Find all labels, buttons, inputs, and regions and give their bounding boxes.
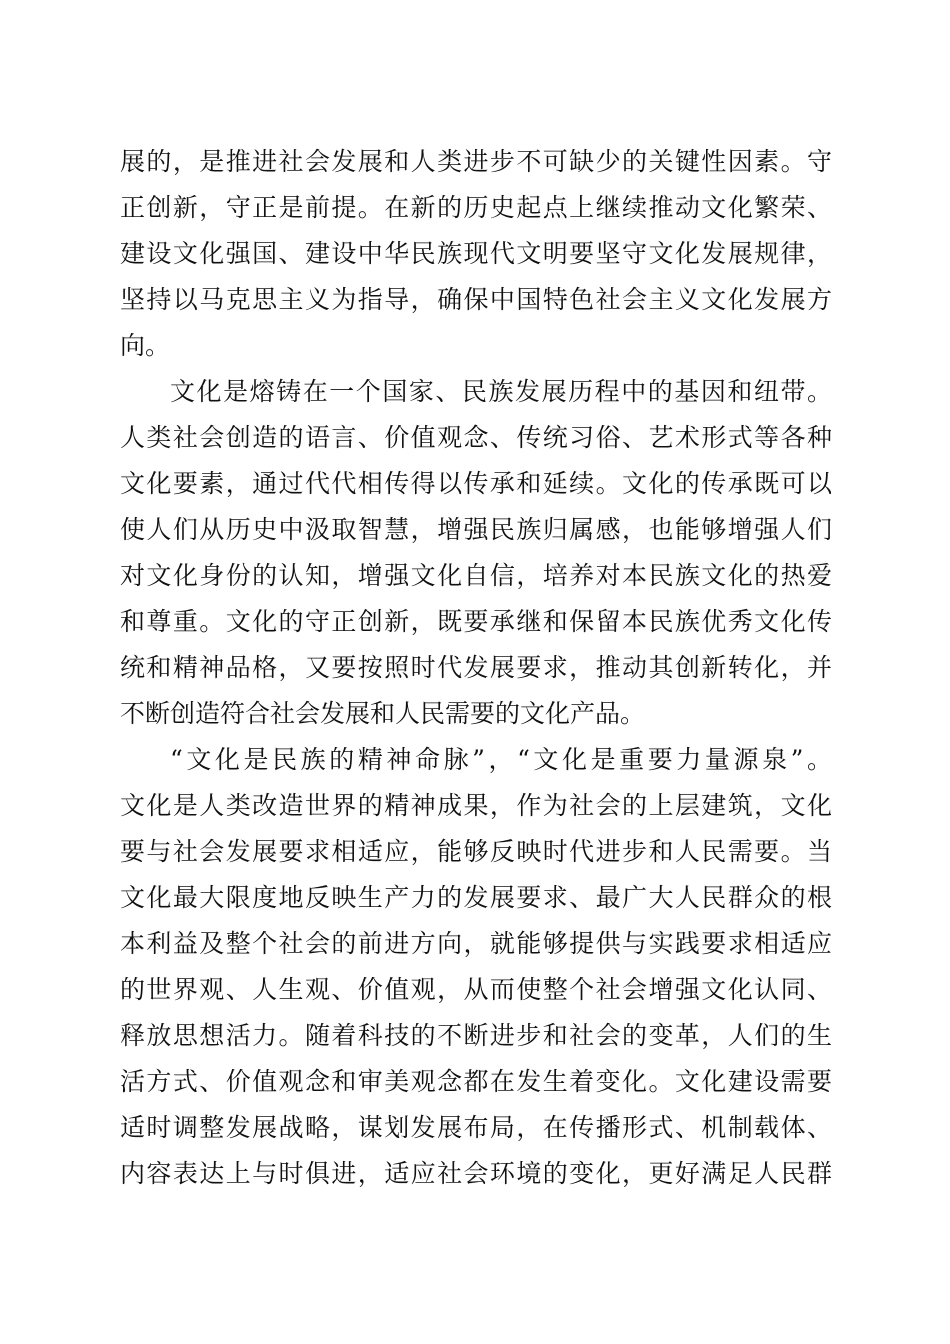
paragraph-line: 和尊重。文化的守正创新，既要承继和保留本民族优秀文化传 <box>120 607 832 636</box>
paragraph-line: 向。 <box>120 331 171 360</box>
paragraph-line: 活方式、价值观念和审美观念都在发生着变化。文化建设需要 <box>120 1067 832 1096</box>
paragraph-2 <box>120 369 832 737</box>
body-text <box>120 139 832 1197</box>
paragraph-line: 对文化身份的认知，增强文化自信，培养对本民族文化的热爱 <box>120 561 832 590</box>
paragraph-3 <box>120 737 832 1197</box>
paragraph-line: 内容表达上与时俱进，适应社会环境的变化，更好满足人民群 <box>120 1159 832 1188</box>
paragraph-line: 的世界观、人生观、价值观，从而使整个社会增强文化认同、 <box>120 975 832 1004</box>
paragraph-line: 文化是熔铸在一个国家、民族发展历程中的基因和纽带。 <box>170 377 832 406</box>
paragraph-line: 展的，是推进社会发展和人类进步不可缺少的关键性因素。守 <box>120 147 832 176</box>
paragraph-line: “文化是民族的精神命脉”，“文化是重要力量源泉”。 <box>170 745 832 774</box>
paragraph-line: 释放思想活力。随着科技的不断进步和社会的变革，人们的生 <box>120 1021 832 1050</box>
paragraph-1 <box>120 139 832 369</box>
paragraph-line: 文化最大限度地反映生产力的发展要求、最广大人民群众的根 <box>120 883 832 912</box>
paragraph-line: 坚持以马克思主义为指导，确保中国特色社会主义文化发展方 <box>120 285 832 314</box>
paragraph-line: 不断创造符合社会发展和人民需要的文化产品。 <box>120 699 646 728</box>
paragraph-line: 要与社会发展要求相适应，能够反映时代进步和人民需要。当 <box>120 837 832 866</box>
paragraph-line: 本利益及整个社会的前进方向，就能够提供与实践要求相适应 <box>120 929 832 958</box>
paragraph-line: 文化是人类改造世界的精神成果，作为社会的上层建筑，文化 <box>120 791 832 820</box>
paragraph-line: 人类社会创造的语言、价值观念、传统习俗、艺术形式等各种 <box>120 423 832 452</box>
paragraph-line: 文化要素，通过代代相传得以传承和延续。文化的传承既可以 <box>120 469 832 498</box>
paragraph-line: 正创新，守正是前提。在新的历史起点上继续推动文化繁荣、 <box>120 193 832 222</box>
paragraph-line: 统和精神品格，又要按照时代发展要求，推动其创新转化，并 <box>120 653 832 682</box>
paragraph-line: 使人们从历史中汲取智慧，增强民族归属感，也能够增强人们 <box>120 515 832 544</box>
paragraph-line: 适时调整发展战略，谋划发展布局，在传播形式、机制载体、 <box>120 1113 832 1142</box>
paragraph-line: 建设文化强国、建设中华民族现代文明要坚守文化发展规律， <box>120 239 832 268</box>
